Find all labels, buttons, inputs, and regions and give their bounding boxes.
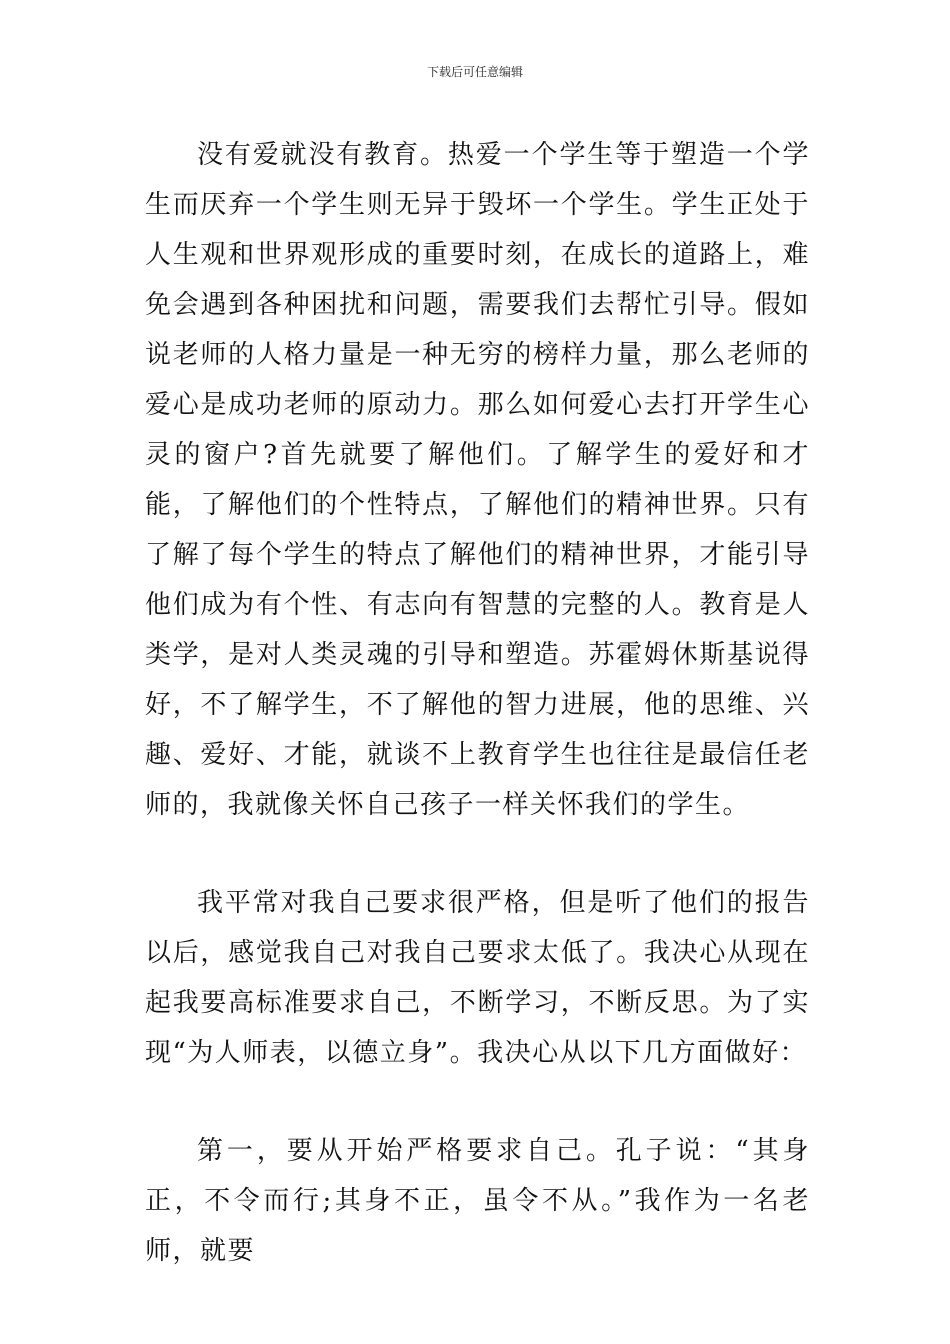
page-header: 下载后可任意编辑 (426, 65, 523, 79)
paragraph: 没有爱就没有教育。热爱一个学生等于塑造一个学生而厌弃一个学生则无异于毁坏一个学生。学生正处于人生观和世界观形成的重要时刻，在成长的道路上，难免会遇到各种困扰和问题，需要我们去帮忙引导。假如说老师的人格力量是一种无穷的榜样力量，那么老师的爱心是成功老师的原动力。那么如何爱心去打开学生心灵的窗户?首先就要了解他们。了解学生的爱好和才能，了解他们的个性特点，了解他们的精神世界。只有了解了每个学生的特点了解他们的精神世界，才能引导他们成为有个性、有志向有智慧的完整的人。教育是人类学，是对人类灵魂的引导和塑造。苏霍姆休斯基说得好，不了解学生，不了解他的智力进展，他的思维、兴趣、爱好、才能，就谈不上教育学生也往往是最信任老师的，我就像关怀自己孩子一样关怀我们的学生。 (145, 140, 810, 820)
paragraph: 我平常对我自己要求很严格，但是听了他们的报告以后，感觉我自己对我自己要求太低了。我决心从现在起我要高标准要求自己，不断学习，不断反思。为了实现“为人师表，以德立身”。我决心从以下几方面做好： (145, 888, 810, 1068)
document-body (145, 130, 810, 1276)
paragraph: 第一，要从开始严格要求自己。孔子说：“其身正，不令而行;其身不正，虽令不从。”我作为一名老师，就要 (145, 1136, 810, 1266)
